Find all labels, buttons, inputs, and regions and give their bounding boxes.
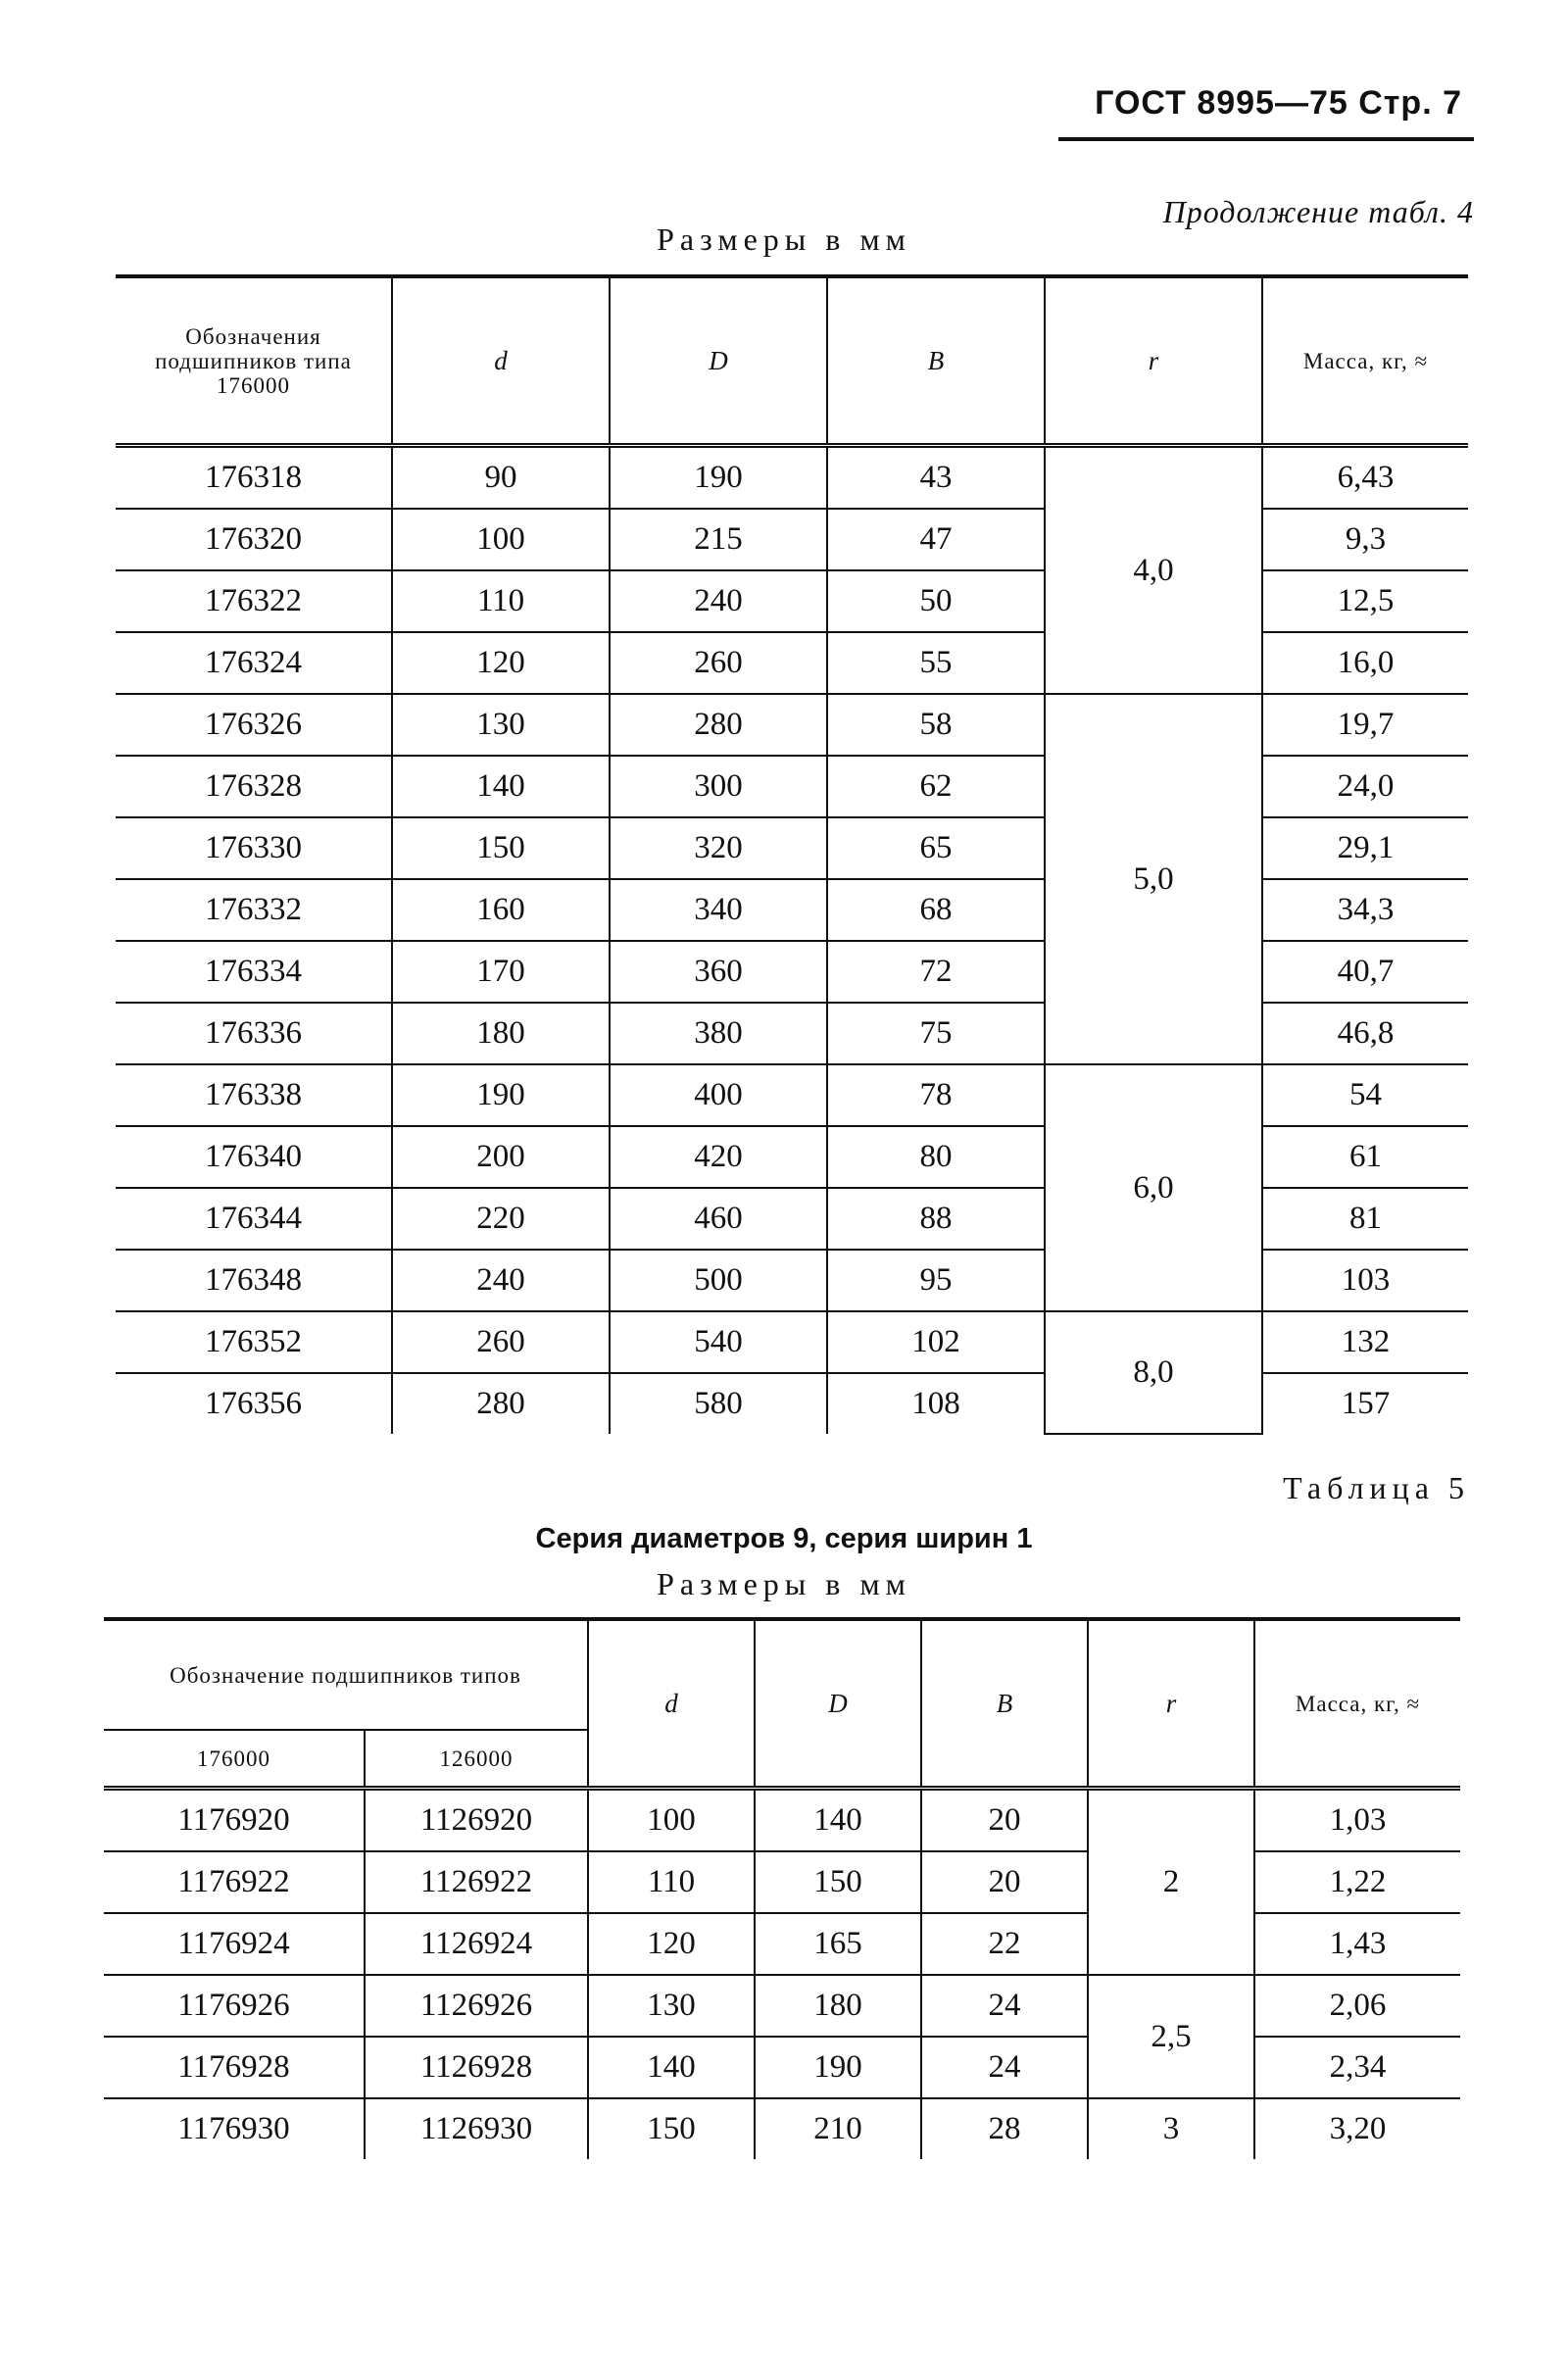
table-cell: 58 xyxy=(827,694,1045,756)
table4-sizes-label: Размеры в мм xyxy=(657,221,911,257)
table-cell: 88 xyxy=(827,1188,1045,1250)
r-value-cell: 3 xyxy=(1088,2098,1254,2159)
table-cell: 176330 xyxy=(116,817,392,879)
table-4 xyxy=(116,274,1468,1435)
column-header-D: D xyxy=(755,1619,921,1789)
table-cell: 120 xyxy=(588,1913,755,1975)
table-cell: 176340 xyxy=(116,1126,392,1188)
table-cell: 400 xyxy=(610,1064,827,1126)
table-cell: 176318 xyxy=(116,446,392,510)
table-cell: 108 xyxy=(827,1373,1045,1434)
table-cell: 2,34 xyxy=(1254,2037,1460,2098)
table-cell: 176336 xyxy=(116,1003,392,1064)
table-cell: 24 xyxy=(921,1975,1088,2037)
table-cell: 65 xyxy=(827,817,1045,879)
table-cell: 260 xyxy=(610,632,827,694)
table-cell: 2,06 xyxy=(1254,1975,1460,2037)
table-cell: 34,3 xyxy=(1262,879,1468,941)
table-cell: 47 xyxy=(827,509,1045,570)
table-cell: 176348 xyxy=(116,1250,392,1311)
table-cell: 176338 xyxy=(116,1064,392,1126)
table-row xyxy=(104,2037,1460,2098)
table-cell: 46,8 xyxy=(1262,1003,1468,1064)
column-header-D: D xyxy=(610,276,827,446)
table-cell: 1176922 xyxy=(104,1851,365,1913)
table-cell: 280 xyxy=(392,1373,610,1434)
table-cell: 1126920 xyxy=(365,1789,588,1852)
table-cell: 55 xyxy=(827,632,1045,694)
table-row xyxy=(116,1373,1468,1434)
table-cell: 360 xyxy=(610,941,827,1003)
r-value-cell: 6,0 xyxy=(1045,1064,1262,1311)
r-value-cell: 4,0 xyxy=(1045,446,1262,695)
table5-label: Таблица 5 xyxy=(1283,1470,1470,1505)
header-rule xyxy=(1058,137,1474,141)
table-cell: 1,03 xyxy=(1254,1789,1460,1852)
table-row xyxy=(116,446,1468,510)
column-header-B: B xyxy=(921,1619,1088,1789)
table-cell: 190 xyxy=(755,2037,921,2098)
table-row xyxy=(104,2098,1460,2159)
table5-series-title: Серия диаметров 9, серия ширин 1 xyxy=(535,1523,1033,1554)
table-cell: 1126924 xyxy=(365,1913,588,1975)
column-header-d: d xyxy=(392,276,610,446)
table-cell: 157 xyxy=(1262,1373,1468,1434)
column-header-mass: Масса, кг, ≈ xyxy=(1262,276,1468,446)
table-cell: 54 xyxy=(1262,1064,1468,1126)
column-header-mass: Масса, кг, ≈ xyxy=(1254,1619,1460,1789)
table-row xyxy=(116,879,1468,941)
table-row xyxy=(116,1126,1468,1188)
table-row xyxy=(116,941,1468,1003)
table-cell: 3,20 xyxy=(1254,2098,1460,2159)
table-cell: 190 xyxy=(610,446,827,510)
table-cell: 130 xyxy=(588,1975,755,2037)
table-cell: 19,7 xyxy=(1262,694,1468,756)
table-cell: 215 xyxy=(610,509,827,570)
table-row xyxy=(116,509,1468,570)
table-continuation-label: Продолжение табл. 4 xyxy=(1162,194,1474,229)
table-cell: 130 xyxy=(392,694,610,756)
column-header-designation: Обозначения подшипников типа 176000 xyxy=(116,276,392,446)
table5-sizes-label: Размеры в мм xyxy=(657,1566,911,1601)
table-cell: 1126930 xyxy=(365,2098,588,2159)
table-cell: 102 xyxy=(827,1311,1045,1373)
table-cell: 320 xyxy=(610,817,827,879)
table-row xyxy=(104,1851,1460,1913)
table-cell: 260 xyxy=(392,1311,610,1373)
table-cell: 176322 xyxy=(116,570,392,632)
table-row xyxy=(116,1311,1468,1373)
table-cell: 132 xyxy=(1262,1311,1468,1373)
table-row xyxy=(116,1003,1468,1064)
table-row xyxy=(116,756,1468,817)
table-row xyxy=(116,1188,1468,1250)
table-cell: 100 xyxy=(392,509,610,570)
table-cell: 220 xyxy=(392,1188,610,1250)
table-cell: 200 xyxy=(392,1126,610,1188)
table-cell: 165 xyxy=(755,1913,921,1975)
table-cell: 110 xyxy=(588,1851,755,1913)
table-cell: 176320 xyxy=(116,509,392,570)
table5-body xyxy=(104,1789,1460,2160)
table-cell: 1126928 xyxy=(365,2037,588,2098)
table-cell: 1176928 xyxy=(104,2037,365,2098)
table-cell: 1,22 xyxy=(1254,1851,1460,1913)
table-cell: 75 xyxy=(827,1003,1045,1064)
table-cell: 176328 xyxy=(116,756,392,817)
table-cell: 150 xyxy=(392,817,610,879)
column-header-type-176000: 176000 xyxy=(104,1730,365,1789)
table-cell: 68 xyxy=(827,879,1045,941)
table-cell: 1126926 xyxy=(365,1975,588,2037)
table-cell: 150 xyxy=(755,1851,921,1913)
table-row xyxy=(116,1064,1468,1126)
table4-body xyxy=(116,446,1468,1435)
table-cell: 120 xyxy=(392,632,610,694)
table-cell: 176344 xyxy=(116,1188,392,1250)
table-cell: 210 xyxy=(755,2098,921,2159)
table-cell: 43 xyxy=(827,446,1045,510)
table-cell: 420 xyxy=(610,1126,827,1188)
table-cell: 72 xyxy=(827,941,1045,1003)
table-cell: 240 xyxy=(610,570,827,632)
table-cell: 1176920 xyxy=(104,1789,365,1852)
table-cell: 90 xyxy=(392,446,610,510)
table-cell: 300 xyxy=(610,756,827,817)
page-header-title: ГОСТ 8995—75 Стр. 7 xyxy=(1095,84,1462,122)
table-cell: 50 xyxy=(827,570,1045,632)
r-value-cell: 8,0 xyxy=(1045,1311,1262,1434)
table-cell: 190 xyxy=(392,1064,610,1126)
table-row xyxy=(104,1913,1460,1975)
table-cell: 1176924 xyxy=(104,1913,365,1975)
table-row xyxy=(116,694,1468,756)
table-cell: 1176926 xyxy=(104,1975,365,2037)
table-cell: 140 xyxy=(392,756,610,817)
table-row xyxy=(104,1975,1460,2037)
table-cell: 103 xyxy=(1262,1250,1468,1311)
table-row xyxy=(116,1250,1468,1311)
column-header-r: r xyxy=(1045,276,1262,446)
table-cell: 140 xyxy=(755,1789,921,1852)
table-row xyxy=(116,632,1468,694)
r-value-cell: 2,5 xyxy=(1088,1975,1254,2098)
r-value-cell: 5,0 xyxy=(1045,694,1262,1064)
table-cell: 40,7 xyxy=(1262,941,1468,1003)
table-cell: 29,1 xyxy=(1262,817,1468,879)
table-cell: 176334 xyxy=(116,941,392,1003)
table-row xyxy=(104,1789,1460,1852)
table-cell: 110 xyxy=(392,570,610,632)
table-cell: 62 xyxy=(827,756,1045,817)
table-cell: 240 xyxy=(392,1250,610,1311)
table-cell: 28 xyxy=(921,2098,1088,2159)
table-cell: 380 xyxy=(610,1003,827,1064)
table-cell: 100 xyxy=(588,1789,755,1852)
table-cell: 9,3 xyxy=(1262,509,1468,570)
table-cell: 22 xyxy=(921,1913,1088,1975)
table-cell: 180 xyxy=(755,1975,921,2037)
table-cell: 280 xyxy=(610,694,827,756)
column-header-designation-group: Обозначение подшипников типов xyxy=(170,1662,521,1688)
table-cell: 61 xyxy=(1262,1126,1468,1188)
table-cell: 460 xyxy=(610,1188,827,1250)
table-cell: 160 xyxy=(392,879,610,941)
r-value-cell: 2 xyxy=(1088,1789,1254,1976)
table-cell: 78 xyxy=(827,1064,1045,1126)
table-cell: 176324 xyxy=(116,632,392,694)
table-cell: 340 xyxy=(610,879,827,941)
table-5 xyxy=(104,1617,1460,2159)
table-cell: 95 xyxy=(827,1250,1045,1311)
column-header-type-126000: 126000 xyxy=(365,1730,588,1789)
table-cell: 6,43 xyxy=(1262,446,1468,510)
table-cell: 580 xyxy=(610,1373,827,1434)
table-cell: 81 xyxy=(1262,1188,1468,1250)
table-cell: 180 xyxy=(392,1003,610,1064)
table-cell: 16,0 xyxy=(1262,632,1468,694)
table-cell: 150 xyxy=(588,2098,755,2159)
column-header-d: d xyxy=(588,1619,755,1789)
table-cell: 20 xyxy=(921,1789,1088,1852)
table-cell: 20 xyxy=(921,1851,1088,1913)
table-cell: 176356 xyxy=(205,1386,302,1421)
table-cell: 24,0 xyxy=(1262,756,1468,817)
table-row xyxy=(116,817,1468,879)
table-cell: 540 xyxy=(610,1311,827,1373)
table-cell: 140 xyxy=(588,2037,755,2098)
table-cell: 176326 xyxy=(116,694,392,756)
table-cell: 12,5 xyxy=(1262,570,1468,632)
table-cell: 176352 xyxy=(116,1311,392,1373)
table-cell: 24 xyxy=(921,2037,1088,2098)
table-cell: 176332 xyxy=(116,879,392,941)
table-cell: 170 xyxy=(392,941,610,1003)
table-cell: 80 xyxy=(827,1126,1045,1188)
table-cell: 500 xyxy=(610,1250,827,1311)
table-cell: 1126922 xyxy=(365,1851,588,1913)
table-cell: 1,43 xyxy=(1254,1913,1460,1975)
column-header-B: B xyxy=(827,276,1045,446)
column-header-r: r xyxy=(1088,1619,1254,1789)
table-row xyxy=(116,570,1468,632)
table-cell: 1176930 xyxy=(177,2111,290,2146)
